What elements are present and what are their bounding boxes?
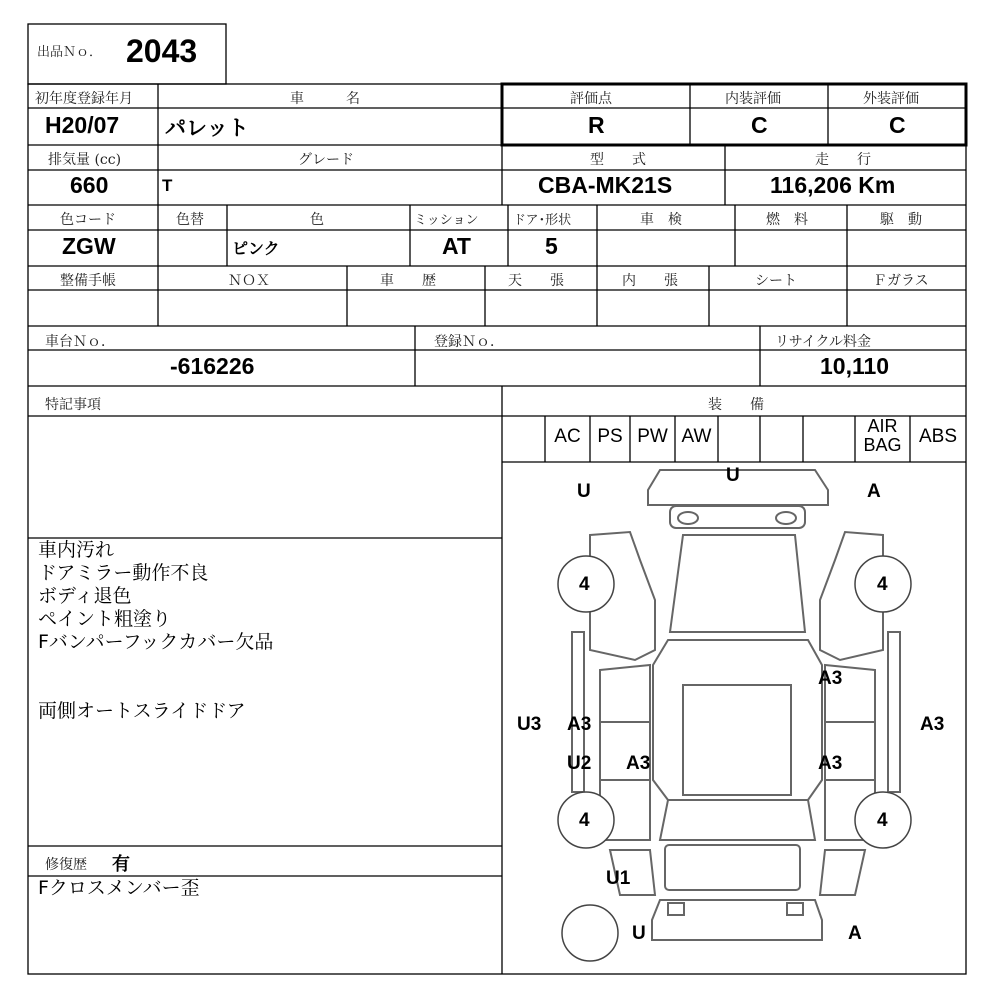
mileage-label: 走 行 <box>815 152 871 168</box>
seat-label: シート <box>755 273 797 289</box>
note-line: 車内汚れ <box>38 539 115 561</box>
interior-trim-label: 内 張 <box>622 273 678 289</box>
service-label: 整備手帳 <box>60 273 116 289</box>
equip-item: PW <box>637 426 668 447</box>
nox-label: ＮＯＸ <box>228 273 270 289</box>
chassis-label: 車台Ｎｏ． <box>45 334 115 350</box>
damage-r-upper: A3 <box>818 668 843 689</box>
mission-label: ミッション <box>414 213 479 228</box>
regno-label: 登録Ｎｏ． <box>434 334 504 350</box>
recycle-value: 10,110 <box>820 353 890 379</box>
reg-value: H20/07 <box>45 112 120 138</box>
cc-label: 排気量 (cc) <box>48 152 122 168</box>
damage-l-inner: A3 <box>567 714 592 735</box>
colorcode-label: 色コード <box>60 212 116 228</box>
damage-rear-u1: U1 <box>606 868 631 889</box>
notes-label: 特記事項 <box>45 397 101 413</box>
note-line: ボディ退色 <box>38 585 132 607</box>
damage-r-lower: A3 <box>818 753 843 774</box>
roof-label: 天 張 <box>508 273 564 289</box>
door-value: 5 <box>545 233 558 259</box>
cc-value: 660 <box>70 172 109 198</box>
inspection-label: 車 検 <box>640 212 682 228</box>
fuel-label: 燃 料 <box>766 212 808 228</box>
score-value: R <box>588 112 605 138</box>
history-label: 車 歴 <box>380 273 436 289</box>
damage-rear-u: U <box>632 923 646 944</box>
door-label: ドア･形状 <box>513 213 572 228</box>
tire-rl: 4 <box>579 810 590 831</box>
note-line: ペイント粗塗り <box>38 608 172 630</box>
recolor-label: 色替 <box>176 212 204 228</box>
note-line: Fバンパーフックカバー欠品 <box>38 631 274 653</box>
lot-number: 2043 <box>126 33 198 69</box>
drive-label: 駆 動 <box>880 212 922 228</box>
exterior-label: 外装評価 <box>863 91 919 107</box>
chassis-value: -616226 <box>170 353 255 379</box>
equip-item: AC <box>554 426 581 447</box>
mission-value: AT <box>442 233 471 259</box>
equip-item: PS <box>597 426 623 447</box>
colorcode-value: ZGW <box>62 233 116 259</box>
model-label: 型 式 <box>590 152 646 168</box>
tire-rr: 4 <box>877 810 888 831</box>
grade-label: グレード <box>298 152 354 168</box>
note-line: ドアミラー動作不良 <box>38 562 209 584</box>
damage-front-left: U <box>577 481 591 502</box>
damage-r-outer: A3 <box>920 714 945 735</box>
score-label: 評価点 <box>570 91 612 107</box>
damage-l-center: A3 <box>626 753 651 774</box>
damage-l-lower: U2 <box>567 753 592 774</box>
grade-value: T <box>162 176 173 195</box>
repair-detail: Fクロスメンバー歪 <box>38 877 200 899</box>
name-value: パレット <box>165 117 249 140</box>
damage-rear-a: A <box>848 923 862 944</box>
model-value: CBA-MK21S <box>538 172 673 198</box>
reg-label: 初年度登録年月 <box>35 91 133 107</box>
color-label: 色 <box>310 212 324 228</box>
equip-item: ABS <box>918 426 958 447</box>
tire-fl: 4 <box>579 574 590 595</box>
recycle-label: リサイクル料金 <box>775 334 872 350</box>
interior-label: 内装評価 <box>725 91 781 107</box>
equipment-label: 装 備 <box>708 397 764 413</box>
color-value: ピンク <box>232 241 280 258</box>
fglass-label: Ｆガラス <box>873 273 929 289</box>
name-label: 車 名 <box>290 91 360 107</box>
equip-item-airbag: AIR BAG <box>863 416 902 455</box>
damage-l-outer: U3 <box>517 714 542 735</box>
damage-front-center: U <box>726 465 740 486</box>
repair-value: 有 <box>112 854 130 874</box>
notes-list <box>38 539 273 654</box>
mileage-value: 116,206 Km <box>770 172 896 198</box>
damage-front-right: A <box>867 481 881 502</box>
equip-item: AW <box>681 426 712 447</box>
exterior-value: C <box>889 112 906 138</box>
interior-value: C <box>751 112 768 138</box>
repair-label: 修復歴 <box>45 857 87 873</box>
tire-fr: 4 <box>877 574 888 595</box>
lot-label: 出品Ｎｏ． <box>37 45 103 60</box>
note-extra: 両側オートスライドドア <box>38 700 246 722</box>
